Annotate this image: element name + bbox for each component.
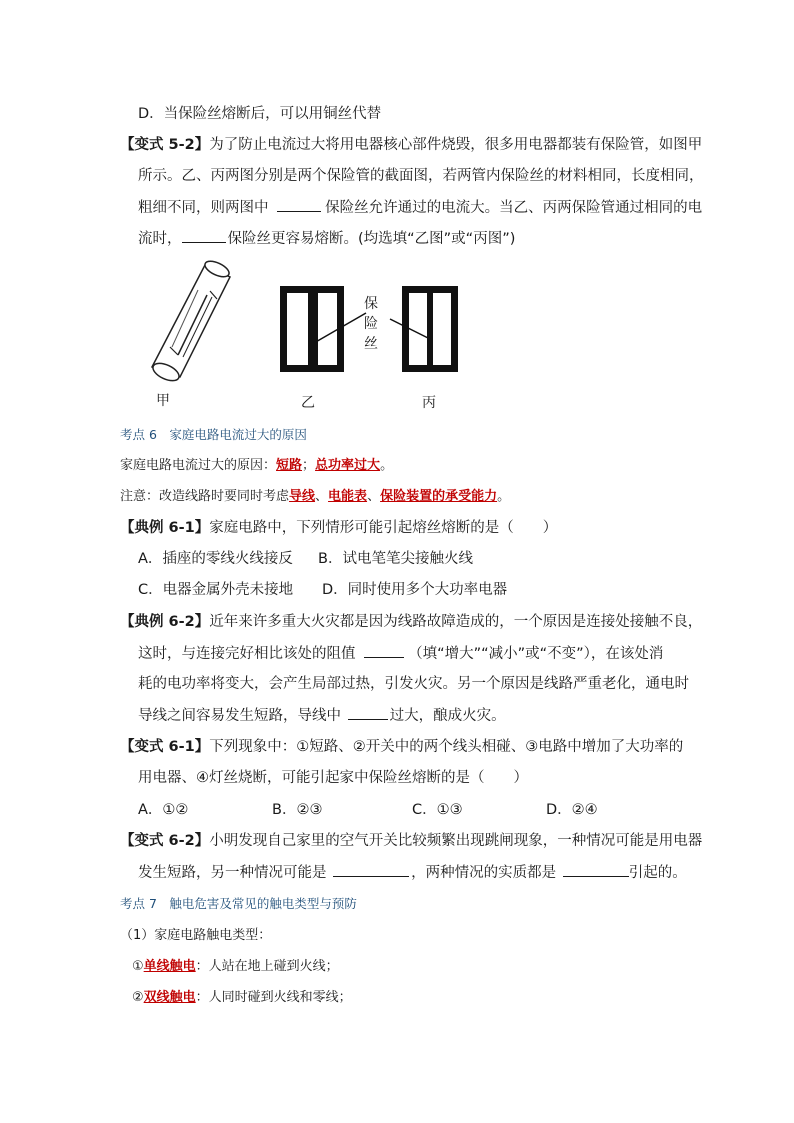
note-separator: 、 <box>367 489 381 504</box>
cause-prefix: 家庭电路电流过大的原因： <box>120 458 277 473</box>
example-6-2-text-b2: （填“增大”“减小”或“不变”），在该处消 <box>408 646 664 662</box>
variant-5-2-line-3 <box>138 197 702 218</box>
figure-label-yi: 乙 <box>301 395 315 411</box>
example-6-2-text-b1: 这时，与连接完好相比该处的阻值 <box>138 646 356 662</box>
example-6-1-option-d[interactable]: D．同时使用多个大功率电器 <box>322 582 508 598</box>
cause-separator: ； <box>302 458 316 473</box>
fuse-tube-drawing <box>150 258 231 384</box>
fuse-label-char-1: 保 <box>364 296 378 312</box>
figure-label-jia: 甲 <box>156 393 170 409</box>
variant-5-2-text-c2: 保险丝允许通过的电流大。当乙、丙两保险管通过相同的电 <box>325 200 703 216</box>
shock-type-2-term: 双线触电 <box>143 990 196 1005</box>
variant-6-1-text-a: 下列现象中：①短路、②开关中的两个线头相碰、③电路中增加了大功率的 <box>209 739 684 755</box>
cause-line <box>120 456 393 476</box>
example-6-2-line-3: 耗的电功率将变大，会产生局部过热，引发火灾。另一个原因是线路严重老化，通电时 <box>138 676 689 692</box>
example-6-2-line-2 <box>138 643 663 664</box>
variant-5-2-line-2: 所示。乙、丙两图分别是两个保险管的截面图，若两管内保险丝的材料相同，长度相同， <box>138 168 704 184</box>
answer-blank[interactable] <box>364 643 404 658</box>
option-d-text: D．当保险丝熔断后，可以用铜丝代替 <box>138 106 382 122</box>
answer-blank[interactable] <box>333 862 409 877</box>
example-6-2-line-4 <box>138 705 506 726</box>
variant-5-2-text-a: 为了防止电流过大将用电器核心部件烧毁，很多用电器都装有保险管，如图甲 <box>209 137 703 153</box>
fuse-label-char-2: 险 <box>364 316 378 332</box>
shock-type-2-number: ② <box>132 990 144 1005</box>
shock-type-1-text: ：人站在地上碰到火线； <box>195 959 339 974</box>
shock-type-1-number: ① <box>132 959 144 974</box>
shock-type-2 <box>132 988 352 1008</box>
shock-type-1 <box>132 957 339 977</box>
example-6-1-option-b[interactable]: B．试电笔笔尖接触火线 <box>318 551 473 567</box>
variant-5-2-line-4 <box>138 228 515 249</box>
note-meter: 电能表 <box>328 489 368 504</box>
cause-end: 。 <box>380 458 394 473</box>
section-7-subtitle: （1）家庭电路触电类型： <box>120 928 272 943</box>
answer-blank[interactable] <box>348 705 388 720</box>
variant-5-2-text-d2: 保险丝更容易熔断。(均选填“乙图”或“丙图”) <box>227 231 516 247</box>
shock-type-1-term: 单线触电 <box>143 959 196 974</box>
example-6-1-stem <box>120 518 557 538</box>
section-title-7: 考点 7 触电危害及常见的触电类型与预防 <box>120 896 357 911</box>
answer-blank[interactable] <box>563 862 629 877</box>
variant-6-1-option-b[interactable]: B．②③ <box>272 802 323 818</box>
variant-6-1-line-2: 用电器、④灯丝烧断，可能引起家中保险丝熔断的是（ ） <box>138 770 528 786</box>
variant-6-2-text-b2: ，两种情况的实质都是 <box>411 865 557 881</box>
fuse-cross-section-yi <box>280 286 344 372</box>
example-6-2-text-a: 近年来许多重大火灾都是因为线路故障造成的，一个原因是连接处接触不良， <box>209 614 703 630</box>
variant-6-1-line-1 <box>120 737 683 757</box>
variant-5-2-tag: 【变式 5-2】 <box>120 137 210 153</box>
fuse-label-char-3: 丝 <box>364 336 378 352</box>
answer-blank[interactable] <box>277 197 321 212</box>
fuse-figure <box>140 255 480 385</box>
note-wire: 导线 <box>289 489 316 504</box>
variant-6-1-option-c[interactable]: C．①③ <box>412 802 463 818</box>
section-title-6: 考点 6 家庭电路电流过大的原因 <box>120 427 307 442</box>
variant-6-1-option-d[interactable]: D．②④ <box>546 802 598 818</box>
example-6-1-option-c[interactable]: C．电器金属外壳未接地 <box>138 582 294 598</box>
variant-6-2-line-2 <box>138 862 687 883</box>
note-protection: 保险装置的承受能力 <box>380 489 498 504</box>
example-6-2-text-d2: 过大，酿成火灾。 <box>389 708 506 724</box>
variant-5-2-text-d1: 流时， <box>138 231 182 247</box>
variant-6-2-text-b3: 引起的。 <box>628 865 687 881</box>
example-6-1-option-a[interactable]: A．插座的零线火线接反 <box>138 551 293 567</box>
example-6-2-text-d1: 导线之间容易发生短路，导线中 <box>138 708 341 724</box>
figure-label-bing: 丙 <box>422 395 436 411</box>
variant-6-1-tag: 【变式 6-1】 <box>120 739 210 755</box>
cause-overload: 总功率过大 <box>315 458 381 473</box>
note-end: 。 <box>497 489 511 504</box>
variant-5-2-line-1 <box>120 135 702 155</box>
example-6-2-tag: 【典例 6-2】 <box>120 614 210 630</box>
shock-type-2-text: ：人同时碰到火线和零线； <box>195 990 352 1005</box>
variant-6-2-line-1 <box>120 831 702 851</box>
variant-5-2-text-c1: 粗细不同，则两图中 <box>138 200 269 216</box>
note-prefix: 注意：改造线路时要同时考虑 <box>120 489 290 504</box>
example-6-2-line-1 <box>120 612 702 632</box>
cause-short-circuit: 短路 <box>276 458 303 473</box>
note-line <box>120 487 510 507</box>
note-separator: 、 <box>315 489 329 504</box>
variant-6-1-option-a[interactable]: A．①② <box>138 802 189 818</box>
example-6-1-text: 家庭电路中，下列情形可能引起熔丝熔断的是（ ） <box>209 520 558 536</box>
example-6-1-tag: 【典例 6-1】 <box>120 520 210 536</box>
variant-6-2-text-b1: 发生短路，另一种情况可能是 <box>138 865 327 881</box>
variant-6-2-tag: 【变式 6-2】 <box>120 833 210 849</box>
answer-blank[interactable] <box>182 228 226 243</box>
variant-6-2-text-a: 小明发现自己家里的空气开关比较频繁出现跳闸现象，一种情况可能是用电器 <box>209 833 703 849</box>
